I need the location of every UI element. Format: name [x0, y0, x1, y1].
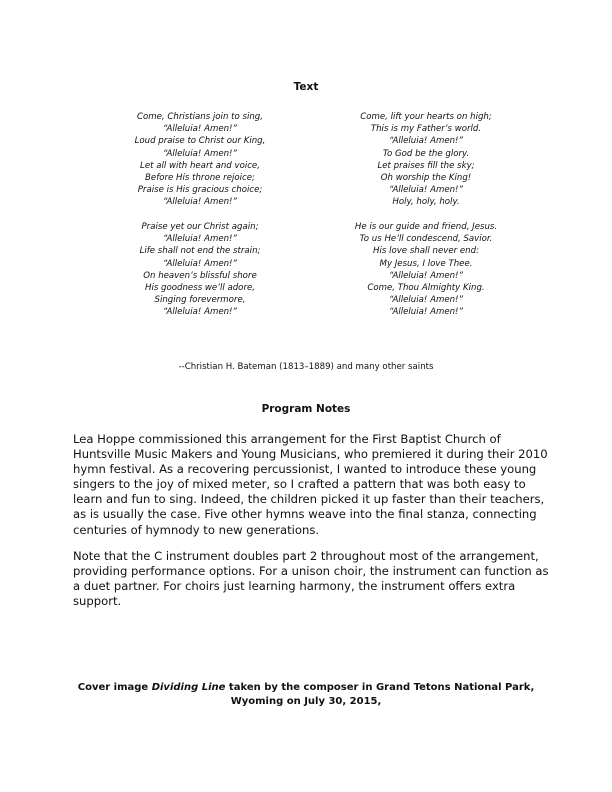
stanza-line: “Alleluia! Amen!” [389, 270, 463, 281]
stanza-line: “Alleluia! Amen!” [389, 295, 463, 306]
cover-image-title: Dividing Line [151, 682, 226, 693]
stanza-line: “Alleluia! Amen!” [163, 148, 237, 159]
stanza-line: “Alleluia! Amen!” [163, 124, 237, 135]
stanza-line: Singing forevermore, [154, 295, 246, 306]
stanza-1 [85, 111, 315, 209]
stanza-line: His love shall never end: [373, 246, 479, 257]
stanza-2 [311, 111, 541, 209]
stanza-line: My Jesus, I love Thee. [379, 258, 473, 269]
stanza-line: Oh worship the King! [380, 173, 472, 184]
cover-credit-prefix: Cover image [77, 682, 152, 693]
stanza-line: “Alleluia! Amen!” [163, 307, 237, 318]
cover-image-credit [56, 681, 556, 708]
cover-credit-suffix: taken by the composer in Grand Tetons National Park, Wyoming on July 30, 2015, [225, 682, 535, 707]
program-notes-paragraph-1: Lea Hoppe commissioned this arrangement for the First Baptist Church of Huntsville Music Makers and Young Musicians, who premiered it during their 2010 hymn festival. As a recovering percussionist, I wanted to introduce these young singers to the joy of mixed meter, so I crafted a pattern that was both easy to learn and fun to sing. Indeed, the children picked it up faster than their teachers, as is usually the case. Five other hymns weave into the final stanza, connecting centuries of hymnody to new generations. [73, 432, 548, 537]
stanza-line: To us He’ll condescend, Savior. [359, 234, 493, 245]
stanza-line: Praise is His gracious choice; [137, 185, 263, 196]
stanza-4 [311, 221, 541, 319]
stanza-line: This is my Father’s world. [370, 124, 482, 135]
stanza-line: Let all with heart and voice, [140, 160, 260, 171]
stanza-line: Loud praise to Christ our King, [134, 136, 266, 147]
stanza-line: Life shall not end the strain; [139, 246, 261, 257]
program-notes-paragraph-2: Note that the C instrument doubles part 2 throughout most of the arrangement, providing performance options. For a unison choir, the instrument can function as a duet partner. For choirs just learning harmony, the instrument offers extra support. [73, 549, 549, 609]
stanza-line: On heaven’s blissful shore [143, 270, 257, 281]
stanza-line: Before His throne rejoice; [145, 173, 255, 184]
program-notes-heading: Program Notes [261, 403, 351, 415]
stanza-3 [85, 221, 315, 319]
stanza-line: To God be the glory. [382, 148, 470, 159]
stanza-line: Come, Thou Almighty King. [367, 283, 485, 294]
stanza-line: Let praises fill the sky; [377, 160, 475, 171]
stanza-line: “Alleluia! Amen!” [389, 185, 463, 196]
stanza-line: His goodness we’ll adore, [145, 283, 255, 294]
stanza-line: “Alleluia! Amen!” [163, 234, 237, 245]
stanza-line: “Alleluia! Amen!” [389, 136, 463, 147]
text-heading: Text [293, 81, 319, 93]
stanza-line: Come, lift your hearts on high; [360, 112, 492, 122]
stanza-line: Come, Christians join to sing, [137, 112, 263, 122]
stanza-line: Holy, holy, holy. [392, 197, 460, 208]
stanza-line: He is our guide and friend, Jesus. [354, 222, 498, 232]
hymn-attribution: --Christian H. Bateman (1813–1889) and many other saints [178, 362, 434, 372]
stanza-line: Praise yet our Christ again; [141, 222, 259, 232]
stanza-line: “Alleluia! Amen!” [163, 197, 237, 208]
stanza-line: “Alleluia! Amen!” [163, 258, 237, 269]
stanza-line: “Alleluia! Amen!” [389, 307, 463, 318]
